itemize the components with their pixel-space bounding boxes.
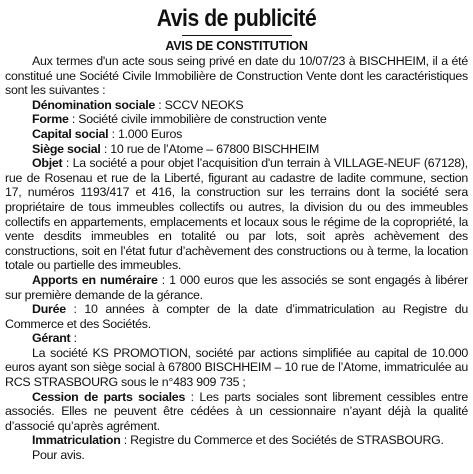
field-immatriculation xyxy=(5,433,468,448)
gerant-description: La société KS PROMOTION, société par actions simplifiée au capital de 10.000 euros ayant son siège social à 67800 BISCHHEIM – 10 rue de l’Atome, immatriculée au RCS STRASBOURG sous le n°483 909 735 ; xyxy=(5,345,468,390)
field-label: Cession de parts sociales xyxy=(32,389,186,404)
field-value: : 10 années à compter de la date d’immatriculation au Registre du Commerce et des Sociétés. xyxy=(5,302,468,331)
field-value: : Registre du Commerce et des Sociétés de STRASBOURG. xyxy=(120,433,444,448)
field-denomination xyxy=(5,98,468,113)
field-value: : 10 rue de l’Atome – 67800 BISCHHEIM xyxy=(100,141,320,156)
legal-notice xyxy=(0,5,473,474)
field-duree xyxy=(5,302,468,331)
notice-body xyxy=(5,54,468,463)
field-label: Durée xyxy=(32,302,66,317)
closing-line: Pour avis. xyxy=(32,448,85,463)
field-label: Forme xyxy=(32,112,69,127)
field-value: : xyxy=(70,331,77,346)
field-label: Dénomination sociale xyxy=(32,97,156,112)
field-value: : 1.000 Euros xyxy=(108,126,183,141)
title-underline xyxy=(182,35,292,36)
field-value: : La société a pour objet l’acquisition d'un terrain à VILLAGE-NEUF (67128), rue de Rosenau et rue de la Liberté, figurant au cadastre de ladite commune, section 17, numéros 1193/417 et 416, la construction sur les terrains dont la société sera propriétaire de tous immeubles collectifs ou autres, la division du ou des immeubles collectifs en appartements, emplacements et locaux sous le régime de la copropriété, la vente desdits immeubles en totalité ou par lots, soit après achèvement des constructions, soit en l’état futur d’achèvement des constructions ou à terme, la location totale ou partielle des immeubles. xyxy=(5,156,468,273)
field-label: Gérant xyxy=(32,331,71,346)
field-apports xyxy=(5,273,468,302)
field-siege xyxy=(5,142,468,157)
field-objet xyxy=(5,156,468,273)
field-label: Objet xyxy=(32,156,63,171)
notice-heading: AVIS DE CONSTITUTION xyxy=(165,39,308,53)
field-gerant xyxy=(5,331,468,346)
field-value: : Société civile immobilière de construction vente xyxy=(68,112,327,127)
field-label: Siège social xyxy=(32,141,101,156)
field-value: : SCCV NEOKS xyxy=(155,97,244,112)
field-value: : 1 000 euros que les associés se sont engagés à libérer sur première demande de la gérance. xyxy=(5,272,468,302)
field-capital xyxy=(5,127,468,142)
field-value: : Les parts sociales sont librement cessibles entre associés. Elles ne peuvent être cédées à un cessionnaire n’ayant déjà la qualité d’associé qu’après agrément. xyxy=(5,389,468,433)
field-cession xyxy=(5,390,468,434)
intro-paragraph: Aux termes d'un acte sous seing privé en date du 10/07/23 à BISCHHEIM, il a été constitué une Société Civile Immobilière de Construction Vente dont les caractéristiques sont les suivantes : xyxy=(5,54,468,98)
page-title: Avis de publicité xyxy=(156,5,317,32)
field-label: Immatriculation xyxy=(32,433,121,448)
field-label: Capital social xyxy=(32,126,109,141)
field-forme xyxy=(5,112,468,127)
field-label: Apports en numéraire xyxy=(32,272,158,287)
